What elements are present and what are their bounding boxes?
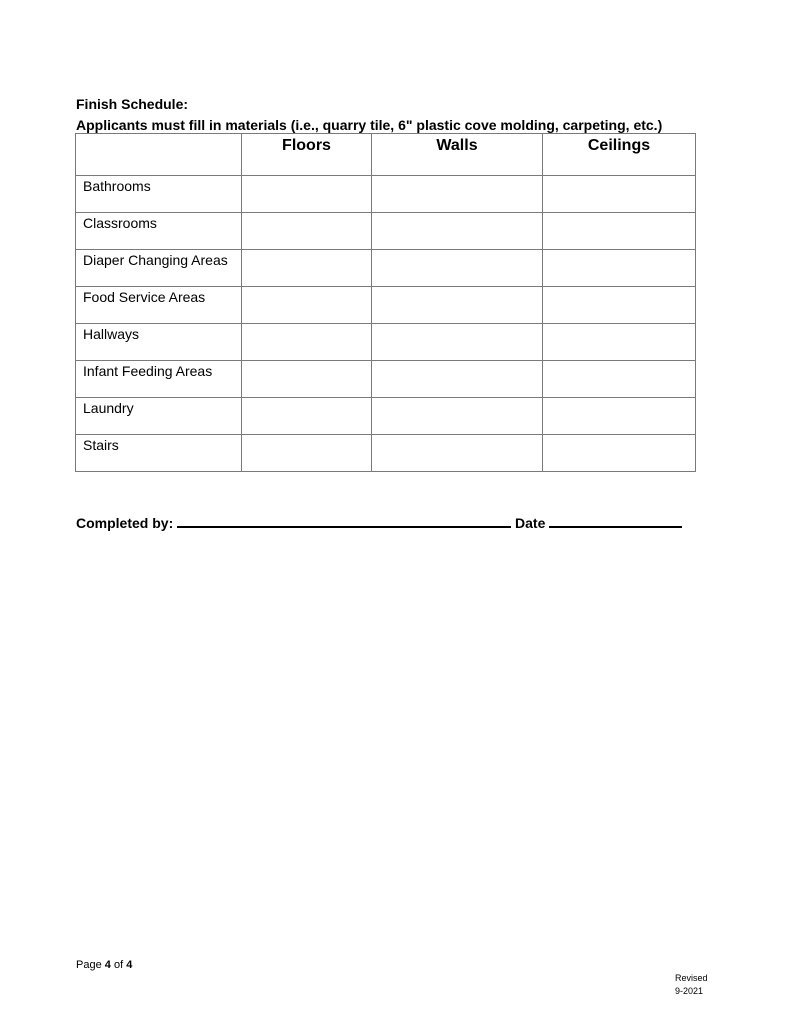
floors-input-cell[interactable] xyxy=(242,176,372,213)
floors-input-cell[interactable] xyxy=(242,361,372,398)
row-label-laundry: Laundry xyxy=(76,398,242,435)
row-label-infant-feeding-areas: Infant Feeding Areas xyxy=(76,361,242,398)
floors-input-cell[interactable] xyxy=(242,398,372,435)
row-label-hallways: Hallways xyxy=(76,324,242,361)
table-row xyxy=(76,250,696,287)
row-label-classrooms: Classrooms xyxy=(76,213,242,250)
table-row xyxy=(76,435,696,472)
table-row xyxy=(76,213,696,250)
ceilings-input-cell[interactable] xyxy=(543,176,696,213)
walls-input-cell[interactable] xyxy=(372,250,543,287)
floors-input-cell[interactable] xyxy=(242,250,372,287)
ceilings-input-cell[interactable] xyxy=(543,435,696,472)
revised-label: Revised xyxy=(675,973,708,983)
table-header-row xyxy=(76,134,696,176)
instructions-text: Applicants must fill in materials (i.e., quarry tile, 6" plastic cove molding, carpeting, etc.) xyxy=(76,117,663,133)
finish-schedule-table xyxy=(75,133,696,472)
page-of: of xyxy=(113,959,124,971)
header-walls: Walls xyxy=(372,134,543,176)
floors-input-cell[interactable] xyxy=(242,324,372,361)
floors-input-cell[interactable] xyxy=(242,287,372,324)
header-empty-cell xyxy=(76,134,242,176)
revised-date: 9-2021 xyxy=(675,986,704,996)
revision-note xyxy=(675,972,708,998)
walls-input-cell[interactable] xyxy=(372,361,543,398)
completed-by-label: Completed by: xyxy=(76,515,174,531)
header-floors: Floors xyxy=(242,134,372,176)
row-label-stairs: Stairs xyxy=(76,435,242,472)
row-label-food-service-areas: Food Service Areas xyxy=(76,287,242,324)
header-ceilings: Ceilings xyxy=(543,134,696,176)
walls-input-cell[interactable] xyxy=(372,435,543,472)
page-current: 4 xyxy=(104,959,111,971)
walls-input-cell[interactable] xyxy=(372,287,543,324)
row-label-bathrooms: Bathrooms xyxy=(76,176,242,213)
ceilings-input-cell[interactable] xyxy=(543,398,696,435)
page-prefix: Page xyxy=(76,959,102,971)
ceilings-input-cell[interactable] xyxy=(543,287,696,324)
floors-input-cell[interactable] xyxy=(242,435,372,472)
table-row xyxy=(76,324,696,361)
ceilings-input-cell[interactable] xyxy=(543,213,696,250)
signature-line xyxy=(76,512,682,532)
table-row xyxy=(76,176,696,213)
ceilings-input-cell[interactable] xyxy=(543,250,696,287)
date-label: Date xyxy=(515,515,546,531)
row-label-diaper-changing-areas: Diaper Changing Areas xyxy=(76,250,242,287)
section-title: Finish Schedule: xyxy=(76,96,189,112)
table-row xyxy=(76,287,696,324)
walls-input-cell[interactable] xyxy=(372,324,543,361)
ceilings-input-cell[interactable] xyxy=(543,324,696,361)
floors-input-cell[interactable] xyxy=(242,213,372,250)
date-field[interactable] xyxy=(549,512,682,528)
page-number xyxy=(76,959,132,971)
walls-input-cell[interactable] xyxy=(372,176,543,213)
completed-by-field[interactable] xyxy=(177,512,511,528)
page-total: 4 xyxy=(126,959,133,971)
walls-input-cell[interactable] xyxy=(372,213,543,250)
walls-input-cell[interactable] xyxy=(372,398,543,435)
table-row xyxy=(76,361,696,398)
table-row xyxy=(76,398,696,435)
ceilings-input-cell[interactable] xyxy=(543,361,696,398)
